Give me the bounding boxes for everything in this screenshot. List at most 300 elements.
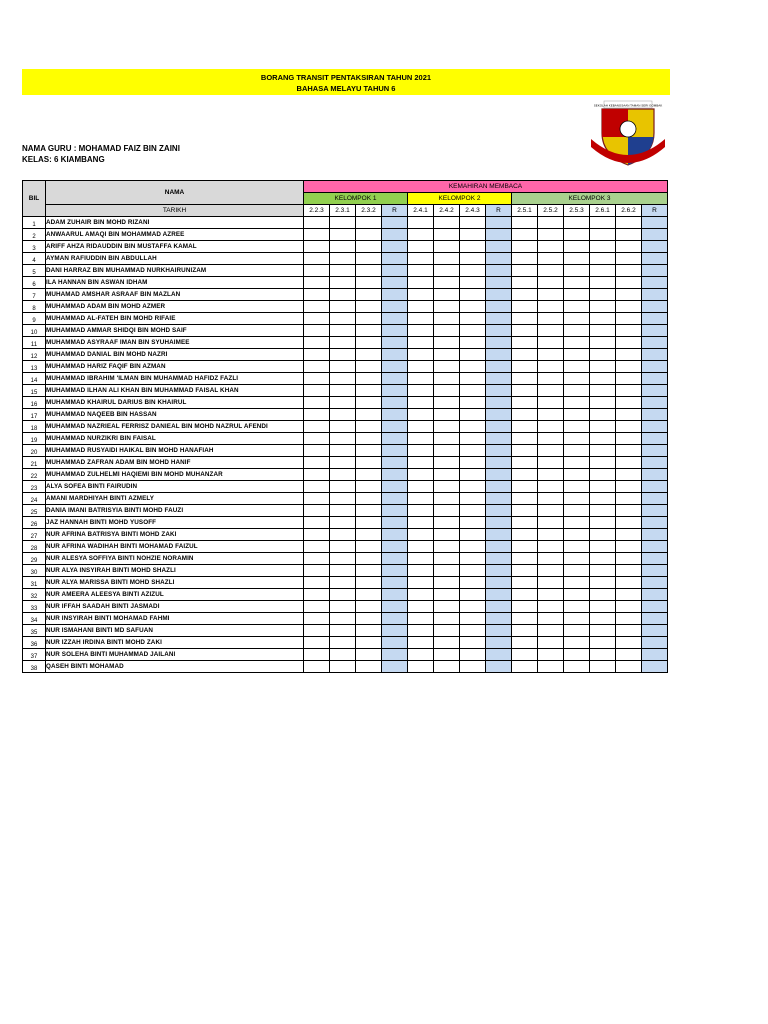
score-cell[interactable] [590, 301, 616, 313]
r-cell[interactable] [486, 373, 512, 385]
score-cell[interactable] [408, 361, 434, 373]
score-cell[interactable] [616, 325, 642, 337]
score-cell[interactable] [434, 433, 460, 445]
score-cell[interactable] [434, 301, 460, 313]
score-cell[interactable] [564, 277, 590, 289]
score-cell[interactable] [330, 553, 356, 565]
score-cell[interactable] [434, 529, 460, 541]
r-cell[interactable] [642, 337, 668, 349]
r-cell[interactable] [486, 457, 512, 469]
score-cell[interactable] [512, 505, 538, 517]
score-cell[interactable] [512, 301, 538, 313]
score-cell[interactable] [616, 469, 642, 481]
score-cell[interactable] [434, 265, 460, 277]
r-cell[interactable] [486, 529, 512, 541]
r-cell[interactable] [642, 217, 668, 229]
score-cell[interactable] [330, 277, 356, 289]
score-cell[interactable] [616, 265, 642, 277]
r-cell[interactable] [382, 553, 408, 565]
score-cell[interactable] [408, 613, 434, 625]
score-cell[interactable] [408, 241, 434, 253]
score-cell[interactable] [434, 541, 460, 553]
r-cell[interactable] [642, 361, 668, 373]
r-cell[interactable] [642, 265, 668, 277]
r-cell[interactable] [642, 625, 668, 637]
r-cell[interactable] [486, 649, 512, 661]
score-cell[interactable] [356, 481, 382, 493]
score-cell[interactable] [538, 541, 564, 553]
score-cell[interactable] [538, 373, 564, 385]
score-cell[interactable] [460, 661, 486, 673]
score-cell[interactable] [304, 217, 330, 229]
score-cell[interactable] [408, 277, 434, 289]
score-cell[interactable] [590, 565, 616, 577]
score-cell[interactable] [330, 481, 356, 493]
score-cell[interactable] [356, 493, 382, 505]
score-cell[interactable] [616, 409, 642, 421]
score-cell[interactable] [564, 565, 590, 577]
score-cell[interactable] [538, 289, 564, 301]
score-cell[interactable] [304, 433, 330, 445]
score-cell[interactable] [408, 397, 434, 409]
score-cell[interactable] [460, 613, 486, 625]
r-cell[interactable] [382, 241, 408, 253]
score-cell[interactable] [330, 385, 356, 397]
score-cell[interactable] [434, 325, 460, 337]
score-cell[interactable] [564, 661, 590, 673]
score-cell[interactable] [564, 445, 590, 457]
score-cell[interactable] [356, 217, 382, 229]
r-cell[interactable] [382, 421, 408, 433]
score-cell[interactable] [460, 565, 486, 577]
r-cell[interactable] [642, 517, 668, 529]
score-cell[interactable] [512, 649, 538, 661]
score-cell[interactable] [538, 505, 564, 517]
score-cell[interactable] [590, 421, 616, 433]
r-cell[interactable] [382, 457, 408, 469]
score-cell[interactable] [512, 337, 538, 349]
r-cell[interactable] [382, 517, 408, 529]
r-cell[interactable] [382, 277, 408, 289]
score-cell[interactable] [408, 445, 434, 457]
score-cell[interactable] [460, 313, 486, 325]
score-cell[interactable] [590, 313, 616, 325]
r-cell[interactable] [486, 349, 512, 361]
score-cell[interactable] [356, 421, 382, 433]
score-cell[interactable] [434, 397, 460, 409]
score-cell[interactable] [590, 217, 616, 229]
score-cell[interactable] [616, 637, 642, 649]
r-cell[interactable] [382, 253, 408, 265]
score-cell[interactable] [434, 469, 460, 481]
score-cell[interactable] [590, 541, 616, 553]
score-cell[interactable] [408, 541, 434, 553]
score-cell[interactable] [408, 625, 434, 637]
r-cell[interactable] [486, 325, 512, 337]
score-cell[interactable] [616, 649, 642, 661]
score-cell[interactable] [460, 325, 486, 337]
score-cell[interactable] [512, 313, 538, 325]
score-cell[interactable] [408, 313, 434, 325]
score-cell[interactable] [564, 433, 590, 445]
score-cell[interactable] [512, 589, 538, 601]
score-cell[interactable] [564, 229, 590, 241]
score-cell[interactable] [304, 373, 330, 385]
r-cell[interactable] [382, 493, 408, 505]
score-cell[interactable] [460, 301, 486, 313]
r-cell[interactable] [486, 361, 512, 373]
score-cell[interactable] [564, 373, 590, 385]
score-cell[interactable] [538, 601, 564, 613]
score-cell[interactable] [408, 481, 434, 493]
r-cell[interactable] [642, 253, 668, 265]
score-cell[interactable] [590, 577, 616, 589]
score-cell[interactable] [356, 661, 382, 673]
r-cell[interactable] [642, 373, 668, 385]
score-cell[interactable] [330, 469, 356, 481]
r-cell[interactable] [642, 241, 668, 253]
score-cell[interactable] [616, 361, 642, 373]
score-cell[interactable] [538, 385, 564, 397]
r-cell[interactable] [382, 565, 408, 577]
score-cell[interactable] [330, 289, 356, 301]
score-cell[interactable] [460, 577, 486, 589]
score-cell[interactable] [616, 457, 642, 469]
r-cell[interactable] [382, 541, 408, 553]
score-cell[interactable] [408, 409, 434, 421]
score-cell[interactable] [538, 493, 564, 505]
r-cell[interactable] [382, 433, 408, 445]
score-cell[interactable] [564, 529, 590, 541]
score-cell[interactable] [460, 361, 486, 373]
score-cell[interactable] [538, 217, 564, 229]
score-cell[interactable] [460, 457, 486, 469]
score-cell[interactable] [512, 517, 538, 529]
score-cell[interactable] [408, 421, 434, 433]
score-cell[interactable] [460, 229, 486, 241]
r-cell[interactable] [382, 505, 408, 517]
r-cell[interactable] [642, 421, 668, 433]
score-cell[interactable] [538, 661, 564, 673]
score-cell[interactable] [304, 517, 330, 529]
r-cell[interactable] [382, 385, 408, 397]
score-cell[interactable] [460, 517, 486, 529]
score-cell[interactable] [304, 253, 330, 265]
r-cell[interactable] [642, 349, 668, 361]
score-cell[interactable] [434, 517, 460, 529]
r-cell[interactable] [486, 241, 512, 253]
score-cell[interactable] [356, 565, 382, 577]
score-cell[interactable] [512, 613, 538, 625]
score-cell[interactable] [356, 229, 382, 241]
r-cell[interactable] [642, 457, 668, 469]
score-cell[interactable] [434, 649, 460, 661]
score-cell[interactable] [408, 601, 434, 613]
score-cell[interactable] [512, 565, 538, 577]
score-cell[interactable] [434, 217, 460, 229]
score-cell[interactable] [460, 397, 486, 409]
score-cell[interactable] [616, 229, 642, 241]
score-cell[interactable] [330, 625, 356, 637]
score-cell[interactable] [434, 361, 460, 373]
score-cell[interactable] [512, 445, 538, 457]
score-cell[interactable] [512, 577, 538, 589]
score-cell[interactable] [304, 553, 330, 565]
r-cell[interactable] [382, 637, 408, 649]
score-cell[interactable] [304, 265, 330, 277]
r-cell[interactable] [642, 553, 668, 565]
r-cell[interactable] [486, 613, 512, 625]
score-cell[interactable] [564, 361, 590, 373]
score-cell[interactable] [564, 481, 590, 493]
score-cell[interactable] [512, 661, 538, 673]
score-cell[interactable] [304, 601, 330, 613]
score-cell[interactable] [330, 529, 356, 541]
r-cell[interactable] [486, 313, 512, 325]
score-cell[interactable] [330, 241, 356, 253]
r-cell[interactable] [382, 529, 408, 541]
score-cell[interactable] [564, 649, 590, 661]
score-cell[interactable] [616, 661, 642, 673]
r-cell[interactable] [486, 637, 512, 649]
score-cell[interactable] [512, 397, 538, 409]
score-cell[interactable] [616, 385, 642, 397]
score-cell[interactable] [408, 565, 434, 577]
score-cell[interactable] [304, 661, 330, 673]
score-cell[interactable] [434, 481, 460, 493]
score-cell[interactable] [356, 433, 382, 445]
score-cell[interactable] [330, 517, 356, 529]
score-cell[interactable] [460, 241, 486, 253]
score-cell[interactable] [304, 649, 330, 661]
score-cell[interactable] [512, 217, 538, 229]
score-cell[interactable] [408, 469, 434, 481]
score-cell[interactable] [330, 613, 356, 625]
score-cell[interactable] [616, 277, 642, 289]
score-cell[interactable] [434, 289, 460, 301]
score-cell[interactable] [408, 289, 434, 301]
score-cell[interactable] [616, 613, 642, 625]
r-cell[interactable] [382, 445, 408, 457]
score-cell[interactable] [564, 265, 590, 277]
score-cell[interactable] [616, 481, 642, 493]
score-cell[interactable] [590, 637, 616, 649]
r-cell[interactable] [486, 469, 512, 481]
score-cell[interactable] [590, 589, 616, 601]
score-cell[interactable] [616, 517, 642, 529]
score-cell[interactable] [356, 649, 382, 661]
score-cell[interactable] [434, 661, 460, 673]
r-cell[interactable] [486, 337, 512, 349]
score-cell[interactable] [538, 445, 564, 457]
score-cell[interactable] [408, 505, 434, 517]
score-cell[interactable] [590, 253, 616, 265]
score-cell[interactable] [304, 325, 330, 337]
score-cell[interactable] [538, 529, 564, 541]
r-cell[interactable] [642, 229, 668, 241]
score-cell[interactable] [538, 253, 564, 265]
score-cell[interactable] [330, 361, 356, 373]
score-cell[interactable] [356, 517, 382, 529]
r-cell[interactable] [382, 397, 408, 409]
score-cell[interactable] [304, 277, 330, 289]
r-cell[interactable] [642, 529, 668, 541]
score-cell[interactable] [616, 625, 642, 637]
score-cell[interactable] [564, 409, 590, 421]
score-cell[interactable] [590, 433, 616, 445]
score-cell[interactable] [538, 313, 564, 325]
r-cell[interactable] [382, 469, 408, 481]
score-cell[interactable] [590, 373, 616, 385]
score-cell[interactable] [330, 589, 356, 601]
score-cell[interactable] [434, 505, 460, 517]
r-cell[interactable] [642, 445, 668, 457]
score-cell[interactable] [304, 445, 330, 457]
score-cell[interactable] [330, 373, 356, 385]
r-cell[interactable] [486, 301, 512, 313]
score-cell[interactable] [330, 445, 356, 457]
score-cell[interactable] [408, 373, 434, 385]
score-cell[interactable] [304, 613, 330, 625]
score-cell[interactable] [408, 457, 434, 469]
r-cell[interactable] [642, 565, 668, 577]
r-cell[interactable] [486, 565, 512, 577]
score-cell[interactable] [356, 577, 382, 589]
r-cell[interactable] [486, 577, 512, 589]
score-cell[interactable] [538, 457, 564, 469]
r-cell[interactable] [486, 385, 512, 397]
score-cell[interactable] [356, 337, 382, 349]
score-cell[interactable] [408, 529, 434, 541]
score-cell[interactable] [590, 445, 616, 457]
score-cell[interactable] [356, 325, 382, 337]
r-cell[interactable] [642, 325, 668, 337]
score-cell[interactable] [512, 625, 538, 637]
score-cell[interactable] [538, 349, 564, 361]
r-cell[interactable] [642, 385, 668, 397]
score-cell[interactable] [460, 529, 486, 541]
score-cell[interactable] [304, 577, 330, 589]
score-cell[interactable] [616, 445, 642, 457]
score-cell[interactable] [590, 385, 616, 397]
score-cell[interactable] [538, 397, 564, 409]
score-cell[interactable] [590, 265, 616, 277]
score-cell[interactable] [434, 637, 460, 649]
score-cell[interactable] [538, 613, 564, 625]
score-cell[interactable] [564, 577, 590, 589]
score-cell[interactable] [304, 385, 330, 397]
score-cell[interactable] [356, 505, 382, 517]
score-cell[interactable] [564, 613, 590, 625]
r-cell[interactable] [486, 265, 512, 277]
r-cell[interactable] [486, 277, 512, 289]
score-cell[interactable] [564, 337, 590, 349]
score-cell[interactable] [304, 565, 330, 577]
r-cell[interactable] [642, 409, 668, 421]
r-cell[interactable] [642, 313, 668, 325]
score-cell[interactable] [330, 541, 356, 553]
score-cell[interactable] [616, 433, 642, 445]
r-cell[interactable] [642, 637, 668, 649]
score-cell[interactable] [512, 265, 538, 277]
score-cell[interactable] [434, 253, 460, 265]
score-cell[interactable] [434, 577, 460, 589]
score-cell[interactable] [304, 637, 330, 649]
score-cell[interactable] [304, 493, 330, 505]
score-cell[interactable] [564, 421, 590, 433]
score-cell[interactable] [330, 397, 356, 409]
score-cell[interactable] [304, 457, 330, 469]
r-cell[interactable] [486, 481, 512, 493]
r-cell[interactable] [486, 493, 512, 505]
score-cell[interactable] [330, 253, 356, 265]
score-cell[interactable] [538, 637, 564, 649]
score-cell[interactable] [434, 277, 460, 289]
score-cell[interactable] [590, 325, 616, 337]
score-cell[interactable] [330, 301, 356, 313]
score-cell[interactable] [590, 517, 616, 529]
score-cell[interactable] [616, 589, 642, 601]
score-cell[interactable] [512, 433, 538, 445]
score-cell[interactable] [460, 625, 486, 637]
score-cell[interactable] [512, 637, 538, 649]
r-cell[interactable] [642, 649, 668, 661]
score-cell[interactable] [590, 481, 616, 493]
score-cell[interactable] [564, 289, 590, 301]
r-cell[interactable] [486, 601, 512, 613]
score-cell[interactable] [460, 217, 486, 229]
score-cell[interactable] [590, 505, 616, 517]
r-cell[interactable] [486, 289, 512, 301]
score-cell[interactable] [460, 349, 486, 361]
score-cell[interactable] [434, 625, 460, 637]
score-cell[interactable] [590, 601, 616, 613]
score-cell[interactable] [330, 265, 356, 277]
score-cell[interactable] [304, 589, 330, 601]
score-cell[interactable] [590, 277, 616, 289]
score-cell[interactable] [616, 289, 642, 301]
score-cell[interactable] [330, 637, 356, 649]
r-cell[interactable] [642, 481, 668, 493]
score-cell[interactable] [616, 301, 642, 313]
score-cell[interactable] [434, 493, 460, 505]
r-cell[interactable] [642, 577, 668, 589]
r-cell[interactable] [486, 625, 512, 637]
r-cell[interactable] [382, 229, 408, 241]
score-cell[interactable] [538, 553, 564, 565]
score-cell[interactable] [408, 637, 434, 649]
score-cell[interactable] [460, 589, 486, 601]
r-cell[interactable] [382, 265, 408, 277]
score-cell[interactable] [512, 349, 538, 361]
r-cell[interactable] [486, 217, 512, 229]
score-cell[interactable] [590, 661, 616, 673]
score-cell[interactable] [512, 601, 538, 613]
score-cell[interactable] [564, 457, 590, 469]
score-cell[interactable] [408, 253, 434, 265]
score-cell[interactable] [590, 493, 616, 505]
score-cell[interactable] [538, 241, 564, 253]
score-cell[interactable] [512, 457, 538, 469]
score-cell[interactable] [564, 505, 590, 517]
score-cell[interactable] [616, 253, 642, 265]
score-cell[interactable] [356, 349, 382, 361]
score-cell[interactable] [512, 409, 538, 421]
score-cell[interactable] [512, 469, 538, 481]
score-cell[interactable] [434, 385, 460, 397]
score-cell[interactable] [564, 397, 590, 409]
score-cell[interactable] [434, 229, 460, 241]
